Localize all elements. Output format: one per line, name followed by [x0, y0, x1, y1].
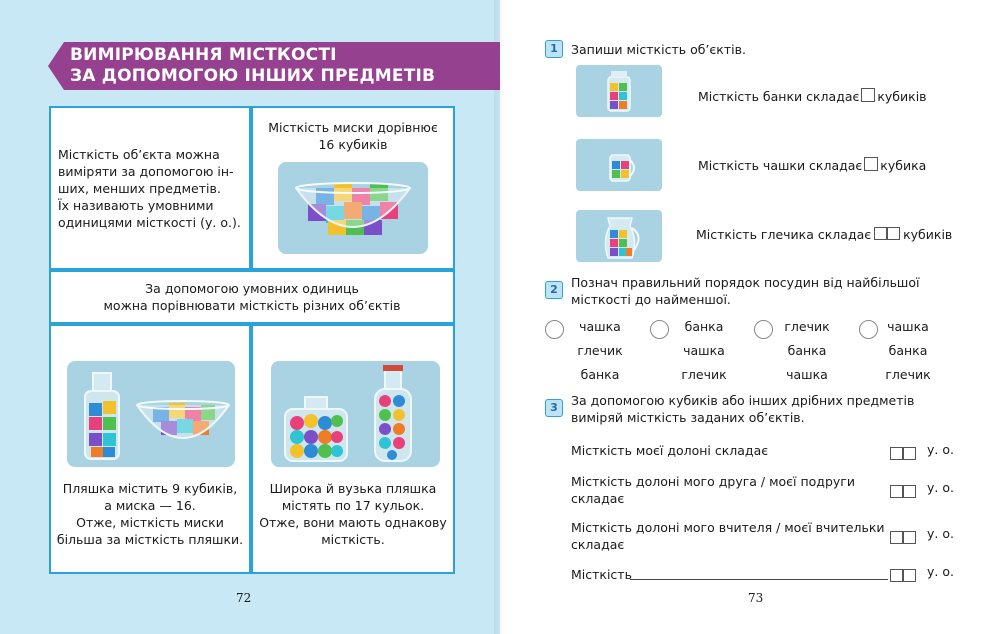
option-3-item: глечик: [784, 319, 830, 334]
task3-row-custom: [571, 566, 632, 583]
option-3-item: чашка: [786, 367, 828, 382]
answer-boxes[interactable]: [874, 226, 900, 243]
intro-line: ших, менших предметів.: [58, 181, 221, 196]
item-unit: кубика: [880, 158, 927, 173]
task3-instruction: [571, 392, 951, 426]
bottle-bowl-caption: [51, 480, 249, 548]
task-number-badge: 2: [545, 281, 563, 299]
caption-line: більша за місткість пляшки.: [56, 532, 244, 547]
glass-bowl-cubes-illustration: [278, 162, 428, 254]
task-number-badge: 1: [545, 40, 563, 58]
page-number-right: 73: [748, 591, 764, 605]
page-title: [70, 45, 490, 87]
instruction-line: Познач правильний порядок посудин від найбільшої: [571, 275, 920, 290]
bowl-image: [278, 162, 428, 254]
row-text: складає: [571, 491, 625, 506]
row-text: складає: [571, 537, 625, 552]
row-text: Місткість: [571, 567, 632, 582]
fill-in-line[interactable]: [630, 579, 888, 580]
task1-item-jug: [696, 226, 952, 243]
bottle-and-bowl-cubes-illustration: [67, 361, 235, 467]
caption-line: місткість.: [321, 532, 385, 547]
option-1-radio[interactable]: [545, 320, 564, 339]
option-4-item: глечик: [885, 367, 931, 382]
unit-label: у. о.: [927, 480, 954, 495]
intro-line: виміряти за допомогою ін-: [58, 164, 234, 179]
caption-line: Отже, місткість миски: [76, 515, 224, 530]
caption-line: містять по 17 кульок.: [281, 498, 425, 513]
option-2-item: глечик: [681, 367, 727, 382]
item-unit: кубиків: [877, 89, 927, 104]
intro-text: [58, 146, 248, 231]
answer-boxes[interactable]: [890, 482, 916, 501]
option-4-item: чашка: [887, 319, 929, 334]
title-line-2: ЗА ДОПОМОГОЮ ІНШИХ ПРЕДМЕТІВ: [70, 66, 436, 86]
bowl-caption: [253, 119, 453, 153]
option-1-item: чашка: [579, 319, 621, 334]
page-number-left: 72: [236, 591, 252, 605]
book-gutter: [494, 0, 506, 634]
task3-row-own-palm: [571, 442, 886, 459]
option-4-item: банка: [888, 343, 928, 358]
cup-cubes-illustration: [576, 139, 662, 191]
answer-box[interactable]: [861, 88, 875, 102]
row-text: Місткість долоні мого вчителя / моєї вчительки: [571, 520, 885, 535]
item-unit: кубиків: [903, 227, 953, 242]
option-2-item: банка: [684, 319, 724, 334]
jug-cubes-illustration: [576, 210, 662, 262]
item-text: Місткість банки складає: [698, 89, 860, 104]
caption-line: а миска — 16.: [104, 498, 196, 513]
task1-item-jar: [698, 88, 927, 105]
task3-row-friend-palm: [571, 473, 886, 507]
task-number-badge: 3: [545, 399, 563, 417]
task1-instruction: Запиши місткість об’єктів.: [571, 42, 746, 57]
task3-row-teacher-palm: [571, 519, 886, 553]
answer-box[interactable]: [864, 157, 878, 171]
caption-line: Отже, вони мають однакову: [259, 515, 447, 530]
row-text: Місткість долоні мого друга / моєї подруги: [571, 474, 855, 489]
option-3-item: банка: [787, 343, 827, 358]
option-4-radio[interactable]: [859, 320, 878, 339]
item-text: Місткість чашки складає: [698, 158, 863, 173]
title-line-1: ВИМІРЮВАННЯ МІСТКОСТІ: [70, 45, 337, 65]
instruction-line: виміряй місткість заданих об’єктів.: [571, 410, 805, 425]
compare-line: можна порівнювати місткість різних об’єктів: [103, 298, 401, 313]
caption-line: Місткість миски дорівнює: [268, 120, 438, 135]
item-text: Місткість глечика складає: [696, 227, 872, 242]
wide-and-narrow-bottle-balls-illustration: [271, 361, 440, 467]
bottles-image: [271, 361, 440, 467]
jar-image: [576, 65, 662, 117]
instruction-line: За допомогою кубиків або інших дрібних предметів: [571, 393, 915, 408]
instruction-line: місткості до найменшої.: [571, 292, 731, 307]
cup-image: [576, 139, 662, 191]
row-text: Місткість моєї долоні складає: [571, 443, 769, 458]
compare-line: За допомогою умовних одиниць: [145, 281, 359, 296]
option-1-item: банка: [580, 367, 620, 382]
caption-line: Пляшка містить 9 кубиків,: [62, 481, 238, 496]
task1-item-cup: [698, 157, 926, 174]
compare-text: [51, 280, 453, 314]
option-1-item: глечик: [577, 343, 623, 358]
option-2-radio[interactable]: [650, 320, 669, 339]
intro-line: одиницями місткості (у. о.).: [58, 215, 241, 230]
task2-instruction: [571, 274, 951, 308]
intro-line: Їх називають умовними: [58, 198, 214, 213]
unit-label: у. о.: [927, 526, 954, 541]
bottle-bowl-image: [67, 361, 235, 467]
unit-label: у. о.: [927, 564, 954, 579]
answer-boxes[interactable]: [890, 528, 916, 547]
caption-line: 16 кубиків: [318, 137, 388, 152]
jug-image: [576, 210, 662, 262]
unit-label: у. о.: [927, 442, 954, 457]
option-3-radio[interactable]: [754, 320, 773, 339]
option-2-item: чашка: [683, 343, 725, 358]
intro-line: Місткість об’єкта можна: [58, 147, 220, 162]
bottles-caption: [253, 480, 453, 548]
answer-boxes[interactable]: [890, 444, 916, 463]
jar-cubes-illustration: [576, 65, 662, 117]
answer-boxes[interactable]: [890, 566, 916, 585]
caption-line: Широка й вузька пляшка: [269, 481, 437, 496]
